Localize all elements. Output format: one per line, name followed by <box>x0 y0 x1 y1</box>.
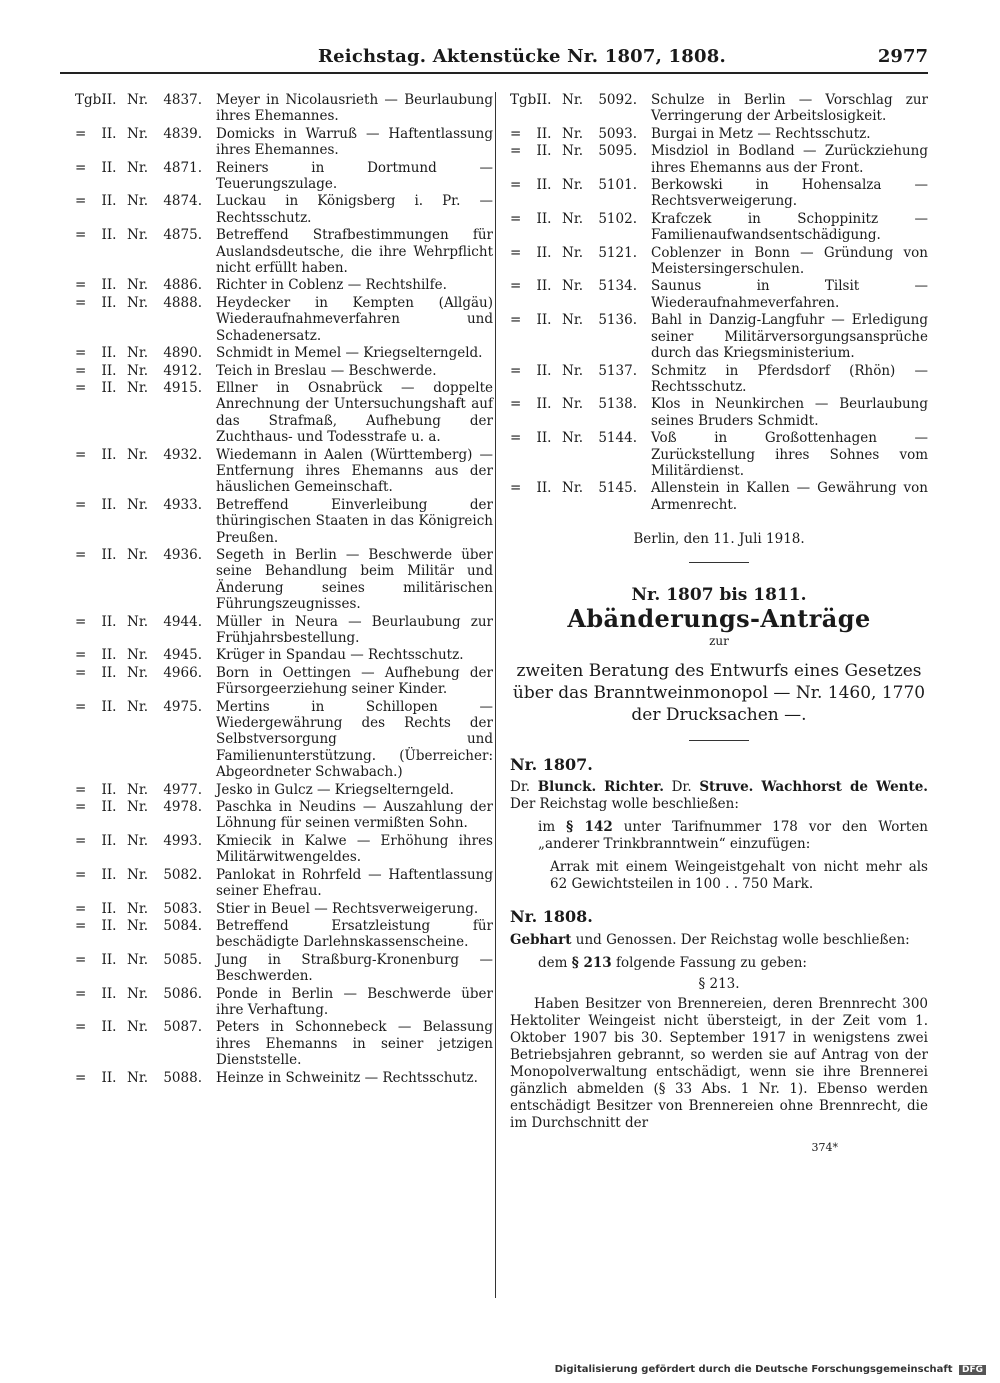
list-item <box>75 345 493 361</box>
ditto-mark: = <box>510 210 522 227</box>
ditto-mark: = <box>75 698 87 715</box>
nr-label: Nr. <box>562 480 584 497</box>
nr-label: Nr. <box>127 985 149 1002</box>
section-roman: II. <box>536 143 552 160</box>
petition-number: 5144. <box>598 430 637 447</box>
nr-label: Nr. <box>127 446 149 463</box>
right-entry-list <box>510 92 928 513</box>
nr-label: Nr. <box>562 430 584 447</box>
nr-label: Nr. <box>127 362 149 379</box>
section-roman: II. <box>101 546 117 563</box>
list-item <box>75 699 493 781</box>
ditto-mark: = <box>75 159 87 176</box>
section-roman: II. <box>101 613 117 630</box>
petition-number: 4993. <box>163 832 202 849</box>
section-roman: II. <box>101 985 117 1002</box>
petition-text: Reiners in Dortmund — Teuerungszulage. <box>216 159 493 193</box>
list-item <box>510 143 928 176</box>
nr-label: Nr. <box>562 177 584 194</box>
list-item <box>510 430 928 479</box>
section-roman: II. <box>101 294 117 311</box>
petition-number: 5083. <box>163 900 202 917</box>
section-roman: II. <box>101 781 117 798</box>
petition-number: 4890. <box>163 345 202 362</box>
ditto-mark: = <box>75 664 87 681</box>
list-item <box>75 833 493 866</box>
ditto-mark: = <box>510 480 522 497</box>
petition-text: Jung in Straßburg-Kronenburg — Beschwerden. <box>216 951 493 985</box>
petition-text: Paschka in Neudins — Auszahlung der Löhnung für seinen vermißten Sohn. <box>216 799 493 832</box>
list-item <box>75 1019 493 1068</box>
section-heading-1808: Nr. 1808. <box>510 907 593 927</box>
separator-rule-2 <box>689 740 749 741</box>
section-roman: II. <box>101 698 117 715</box>
nr-label: Nr. <box>562 92 584 108</box>
section-roman: II. <box>101 1069 117 1086</box>
section-roman: II. <box>101 277 117 294</box>
section-roman: II. <box>101 92 117 108</box>
petition-text: Jesko in Gulcz — Kriegselterngeld. <box>216 781 454 798</box>
nr-label: Nr. <box>562 278 584 295</box>
petition-text: Teich in Breslau — Beschwerde. <box>216 362 437 379</box>
petition-text: Klos in Neunkirchen — Beurlaubung seines Bruders Schmidt. <box>651 396 928 429</box>
petition-number: 5121. <box>598 244 637 261</box>
petition-number: 4936. <box>163 546 202 563</box>
petition-text: Stier in Beuel — Rechtsverweigerung. <box>216 900 479 917</box>
petition-number: 4839. <box>163 125 202 142</box>
instruction-text: folgende Fassung zu geben: <box>615 954 807 971</box>
section-roman: II. <box>536 480 552 497</box>
section-roman: II. <box>101 1019 117 1036</box>
petition-number: 5102. <box>598 210 637 227</box>
petition-text: Burgai in Metz — Rechtsschutz. <box>651 125 871 142</box>
petition-number: 4966. <box>163 664 202 681</box>
petition-text: Heinze in Schweinitz — Rechtsschutz. <box>216 1069 478 1086</box>
ditto-mark: = <box>75 613 87 630</box>
ditto-mark: = <box>510 125 522 142</box>
petition-number: 4912. <box>163 362 202 379</box>
digitization-footer <box>555 1364 986 1375</box>
list-item <box>75 447 493 496</box>
list-item <box>510 92 928 125</box>
document-subtitle: zweiten Beratung des Entwurfs eines Gesetzes über das Branntweinmonopol — Nr. 1460, 1770 der Drucksachen —. <box>512 660 926 725</box>
petition-text: Misdziol in Bodland — Zurückziehung ihres Ehemanns aus der Front. <box>651 143 928 176</box>
nr-label: Nr. <box>127 951 149 968</box>
ditto-mark: = <box>75 799 87 816</box>
petition-number: 5093. <box>598 125 637 142</box>
petition-text: Saunus in Tilsit — Wiederaufnahmeverfahren. <box>651 278 928 311</box>
petition-text: Peters in Schonnebeck — Belassung ihres Ehemanns in seiner jetzigen Dienststelle. <box>216 1019 493 1069</box>
section-roman: II. <box>101 159 117 176</box>
petition-text: Heydecker in Kempten (Allgäu) Wiederaufnahmeverfahren und Schadenersatz. <box>216 294 493 344</box>
petition-text: Ellner in Osnabrück — doppelte Anrechnung der Untersuchungshaft auf das Strafmaß, Aufhebung der Zuchthaus- und Todesstrafe u. a. <box>216 379 493 446</box>
petition-number: 4875. <box>163 227 202 244</box>
dfg-logo: DFG <box>959 1365 986 1375</box>
section-roman: II. <box>536 312 552 329</box>
ditto-mark: = <box>510 143 522 160</box>
nr-label: Nr. <box>127 1019 149 1036</box>
ditto-mark: = <box>75 446 87 463</box>
list-item <box>75 918 493 951</box>
ditto-mark: Tgb. <box>510 92 541 108</box>
petition-text: Betreffend Strafbestimmungen für Auslandsdeutsche, die ihre Wehrpflicht nicht erfüllt haben. <box>216 227 493 277</box>
section-roman: II. <box>536 244 552 261</box>
petition-text: Betreffend Einverleibung der thüringischen Staaten in das Königreich Preußen. <box>216 496 493 546</box>
section-roman: II. <box>101 900 117 917</box>
nr-label: Nr. <box>127 294 149 311</box>
petition-number: 4977. <box>163 781 202 798</box>
nr-label: Nr. <box>562 244 584 261</box>
nr-label: Nr. <box>127 125 149 142</box>
section-roman: II. <box>101 647 117 664</box>
section-roman: II. <box>101 832 117 849</box>
section-roman: II. <box>101 866 117 883</box>
petition-number: 4874. <box>163 193 202 210</box>
nr-label: Nr. <box>127 613 149 630</box>
ditto-mark: = <box>510 362 522 379</box>
petition-text: Meyer in Nicolausrieth — Beurlaubung ihres Ehemannes. <box>216 92 493 125</box>
nr-label: Nr. <box>127 546 149 563</box>
section-roman: II. <box>101 917 117 934</box>
motion-1808-signatories <box>510 932 928 949</box>
signatory-names-2: Struve. Wachhorst de Wente. <box>699 779 928 796</box>
petition-text: Müller in Neura — Beurlaubung zur Frühjahrsbestellung. <box>216 613 493 646</box>
nr-label: Nr. <box>127 277 149 294</box>
petition-number: 5086. <box>163 985 202 1002</box>
petition-text: Segeth in Berlin — Beschwerde über seine Behandlung beim Militär und Änderung seines militärischen Führungszeugnisses. <box>216 546 493 613</box>
petition-number: 4888. <box>163 294 202 311</box>
left-column <box>75 92 493 1087</box>
section-heading-1807: Nr. 1807. <box>510 754 593 774</box>
signature-mark: 374* <box>811 1141 838 1154</box>
list-item <box>510 245 928 278</box>
ditto-mark: = <box>510 396 522 413</box>
list-item <box>75 92 493 125</box>
petition-number: 5095. <box>598 143 637 160</box>
petition-number: 5145. <box>598 480 637 497</box>
list-item <box>510 211 928 244</box>
nr-label: Nr. <box>127 664 149 681</box>
section-roman: II. <box>536 125 552 142</box>
petition-number: 4837. <box>163 92 202 108</box>
nr-label: Nr. <box>127 866 149 883</box>
nr-label: Nr. <box>127 799 149 816</box>
section-roman: II. <box>101 799 117 816</box>
petition-number: 5136. <box>598 312 637 329</box>
ditto-mark: = <box>510 177 522 194</box>
ditto-mark: = <box>75 1019 87 1036</box>
nr-label: Nr. <box>127 159 149 176</box>
nr-label: Nr. <box>127 698 149 715</box>
petition-number: 4886. <box>163 277 202 294</box>
title-connector: zur <box>709 634 729 649</box>
motion-text: Der Reichstag wolle beschließen: <box>510 796 739 813</box>
list-item <box>510 177 928 210</box>
nr-label: Nr. <box>127 900 149 917</box>
nr-label: Nr. <box>127 193 149 210</box>
petition-number: 5101. <box>598 177 637 194</box>
section-roman: II. <box>101 227 117 244</box>
section-roman: II. <box>101 496 117 513</box>
nr-label: Nr. <box>127 1069 149 1086</box>
section-roman: II. <box>101 379 117 396</box>
nr-label: Nr. <box>562 362 584 379</box>
list-item <box>510 396 928 429</box>
list-item <box>75 614 493 647</box>
petition-number: 4975. <box>163 698 202 715</box>
list-item <box>510 126 928 142</box>
nr-label: Nr. <box>127 227 149 244</box>
instruction-prefix: dem <box>538 954 568 971</box>
ditto-mark: = <box>75 546 87 563</box>
nr-label: Nr. <box>127 379 149 396</box>
petition-text: Domicks in Warruß — Haftentlassung ihres Ehemannes. <box>216 125 493 159</box>
page-header <box>60 46 928 70</box>
ditto-mark: = <box>75 362 87 379</box>
section-roman: II. <box>101 193 117 210</box>
section-roman: II. <box>536 278 552 295</box>
list-item <box>75 295 493 344</box>
section-roman: II. <box>536 92 552 108</box>
ditto-mark: = <box>75 781 87 798</box>
section-roman: II. <box>536 210 552 227</box>
list-item <box>75 647 493 663</box>
motion-text: und Genossen. Der Reichstag wolle beschließen: <box>575 931 910 948</box>
list-item <box>75 277 493 293</box>
ditto-mark: = <box>510 244 522 261</box>
petition-number: 4944. <box>163 613 202 630</box>
petition-number: 5087. <box>163 1019 202 1036</box>
list-item <box>75 547 493 613</box>
petition-text: Berkowski in Hohensalza — Rechtsverweigerung. <box>651 177 928 210</box>
ditto-mark: = <box>510 312 522 329</box>
ditto-mark: = <box>75 125 87 142</box>
ditto-mark: = <box>75 951 87 968</box>
petition-number: 4915. <box>163 379 202 396</box>
ditto-mark: = <box>75 379 87 396</box>
petition-number: 4978. <box>163 799 202 816</box>
list-item <box>75 160 493 193</box>
title-prefix: Dr. <box>510 779 531 796</box>
section-roman: II. <box>101 362 117 379</box>
ditto-mark: = <box>75 900 87 917</box>
nr-label: Nr. <box>562 210 584 227</box>
list-item <box>75 126 493 159</box>
petition-number: 5082. <box>163 866 202 883</box>
section-roman: II. <box>101 446 117 463</box>
motion-1807-signatories <box>510 779 928 813</box>
petition-number: 5085. <box>163 951 202 968</box>
petition-text: Voß in Großottenhagen — Zurückstellung ihres Sohnes vom Militärdienst. <box>651 430 928 479</box>
ditto-mark: = <box>75 345 87 362</box>
ditto-mark: = <box>510 430 522 447</box>
nr-label: Nr. <box>127 92 149 108</box>
petition-text: Krafczek in Schoppinitz — Familienaufwandsentschädigung. <box>651 210 928 244</box>
ditto-mark: = <box>75 985 87 1002</box>
section-roman: II. <box>536 177 552 194</box>
motion-1807-instruction <box>510 819 928 853</box>
ditto-mark: = <box>75 866 87 883</box>
instruction-prefix: im <box>538 819 556 836</box>
signatory-names: Blunck. Richter. <box>537 779 664 796</box>
section-roman: II. <box>101 345 117 362</box>
section-roman: II. <box>536 396 552 413</box>
list-item <box>510 363 928 396</box>
footer-text: Digitalisierung gefördert durch die Deutsche Forschungsgemeinschaft <box>554 1364 953 1375</box>
ditto-mark: = <box>75 832 87 849</box>
section-roman: II. <box>101 664 117 681</box>
petition-number: 4871. <box>163 159 202 176</box>
list-item <box>75 380 493 446</box>
title-prefix-2: Dr. <box>671 779 692 796</box>
list-item <box>75 1070 493 1086</box>
petition-text: Betreffend Ersatzleistung für beschädigte Darlehnskassenscheine. <box>216 917 493 951</box>
document-number-range: Nr. 1807 bis 1811. <box>631 584 807 605</box>
signatory-names: Gebhart <box>510 931 572 948</box>
nr-label: Nr. <box>562 125 584 142</box>
ditto-mark: = <box>75 917 87 934</box>
petition-number: 5084. <box>163 917 202 934</box>
petition-text: Luckau in Königsberg i. Pr. — Rechtsschutz. <box>216 193 493 226</box>
list-item <box>75 363 493 379</box>
paragraph-reference: § 142 <box>566 819 613 836</box>
nr-label: Nr. <box>127 647 149 664</box>
nr-label: Nr. <box>127 781 149 798</box>
paragraph-label: § 213. <box>698 975 740 992</box>
motion-1807-item: Arrak mit einem Weingeistgehalt von nicht mehr als 62 Gewichtsteilen in 100 . . 750 Mark. <box>550 859 928 893</box>
nr-label: Nr. <box>127 832 149 849</box>
petition-text: Schmidt in Memel — Kriegselterngeld. <box>216 345 483 362</box>
header-rule <box>60 72 928 74</box>
list-item <box>510 278 928 311</box>
petition-text: Allenstein in Kallen — Gewährung von Armenrecht. <box>651 480 928 513</box>
instruction-text: unter Tarifnummer 178 vor den Worten „anderer Trinkbranntwein“ einzufügen: <box>538 819 928 853</box>
petition-text: Mertins in Schillopen — Wiedergewährung des Rechts der Selbstversorgung und Familienunterstützung. (Überreicher: Abgeordneter Schwabach.) <box>216 698 493 781</box>
petition-number: 5092. <box>598 92 637 108</box>
nr-label: Nr. <box>562 143 584 160</box>
list-item <box>75 986 493 1019</box>
list-item <box>510 480 928 513</box>
paragraph-reference: § 213 <box>571 954 612 971</box>
section-roman: II. <box>536 430 552 447</box>
page-number: 2977 <box>877 46 928 67</box>
ditto-mark: = <box>75 647 87 664</box>
list-item <box>510 312 928 361</box>
ditto-mark: = <box>75 227 87 244</box>
separator-rule <box>689 562 749 563</box>
petition-text: Kmiecik in Kalwe — Erhöhung ihres Militärwitwengeldes. <box>216 832 493 866</box>
list-item <box>75 665 493 698</box>
petition-number: 5088. <box>163 1069 202 1086</box>
right-column <box>510 92 928 1156</box>
section-roman: II. <box>101 125 117 142</box>
nr-label: Nr. <box>127 917 149 934</box>
petition-text: Schmitz in Pferdsdorf (Rhön) — Rechtsschutz. <box>651 362 928 395</box>
list-item <box>75 867 493 900</box>
date-line: Berlin, den 11. Juli 1918. <box>633 531 805 548</box>
paragraph-body: Haben Besitzer von Brennereien, deren Brennrecht 300 Hektoliter Weingeist nicht übersteigt, in der Zeit vom 1. Oktober 1907 bis 30. September 1917 in wenigstens zwei Betriebsjahren gebrannt, so werden sie auf Antrag von der Monopolverwaltung entschädigt, wenn sie ihre Brennerei gänzlich abmelden (§ 33 Abs. 1 Nr. 1). Ebenso werden entschädigt Besitzer von Brennereien ohne Brennrecht, die im Durchschnitt der <box>510 996 928 1131</box>
petition-text: Krüger in Spandau — Rechtsschutz. <box>216 647 464 664</box>
petition-text: Ponde in Berlin — Beschwerde über ihre Verhaftung. <box>216 985 493 1018</box>
list-item <box>75 799 493 832</box>
nr-label: Nr. <box>127 496 149 513</box>
petition-text: Panlokat in Rohrfeld — Haftentlassung seiner Ehefrau. <box>216 866 493 900</box>
document-title: Abänderungs-Anträge <box>567 603 871 633</box>
petition-text: Schulze in Berlin — Vorschlag zur Verringerung der Arbeitslosigkeit. <box>651 92 928 125</box>
petition-number: 4932. <box>163 446 202 463</box>
petition-number: 5138. <box>598 396 637 413</box>
ditto-mark: = <box>75 294 87 311</box>
list-item <box>75 497 493 546</box>
nr-label: Nr. <box>562 396 584 413</box>
list-item <box>75 227 493 276</box>
motion-1808-instruction <box>510 955 928 972</box>
petition-number: 4933. <box>163 496 202 513</box>
petition-text: Born in Oettingen — Aufhebung der Fürsorgeerziehung seiner Kinder. <box>216 664 493 698</box>
nr-label: Nr. <box>127 345 149 362</box>
ditto-mark: = <box>75 277 87 294</box>
list-item <box>75 782 493 798</box>
list-item <box>75 952 493 985</box>
petition-number: 5134. <box>598 278 637 295</box>
list-item <box>75 193 493 226</box>
ditto-mark: Tgb. <box>75 92 106 108</box>
page-title: Reichstag. Aktenstücke Nr. 1807, 1808. <box>318 46 726 67</box>
section-roman: II. <box>536 362 552 379</box>
section-roman: II. <box>101 951 117 968</box>
nr-label: Nr. <box>562 312 584 329</box>
petition-text: Wiedemann in Aalen (Württemberg) — Entfernung ihres Ehemanns aus der häuslichen Gemeinschaft. <box>216 446 493 496</box>
ditto-mark: = <box>75 1069 87 1086</box>
petition-number: 4945. <box>163 647 202 664</box>
ditto-mark: = <box>75 193 87 210</box>
ditto-mark: = <box>75 496 87 513</box>
column-divider <box>495 92 496 1298</box>
petition-text: Bahl in Danzig-Langfuhr — Erledigung seiner Militärversorgungsansprüche durch das Kriegsministerium. <box>651 312 928 362</box>
petition-text: Richter in Coblenz — Rechtshilfe. <box>216 277 447 294</box>
ditto-mark: = <box>510 278 522 295</box>
list-item <box>75 901 493 917</box>
petition-text: Coblenzer in Bonn — Gründung von Meistersingerschulen. <box>651 244 928 278</box>
petition-number: 5137. <box>598 362 637 379</box>
